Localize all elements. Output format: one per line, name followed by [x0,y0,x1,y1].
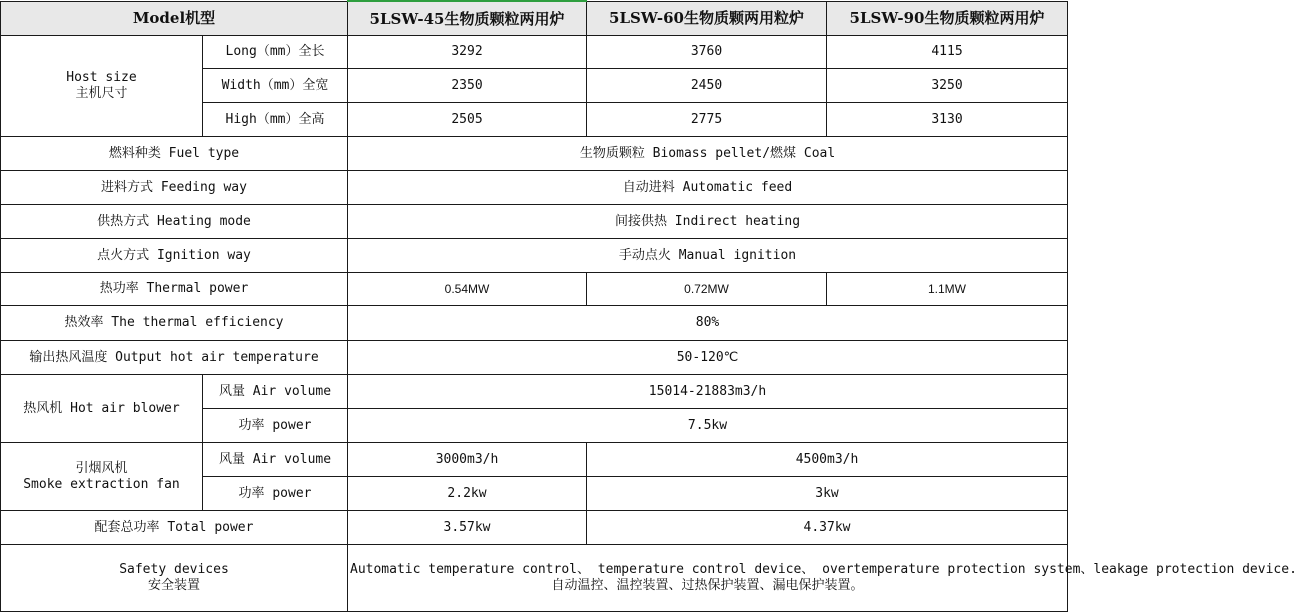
table-row [1,239,1068,273]
table-row [1,545,1068,612]
thermal-power-label: 热功率 Thermal power [1,273,348,306]
host-size-label-en: Host size [66,70,137,85]
thermal-power-45: 0.54MW [348,273,587,306]
row-label-long: Long（mm）全长 [203,36,348,69]
thermal-efficiency-label: 热效率 The thermal efficiency [1,306,348,341]
safety-devices-label-en: Safety devices [119,562,229,577]
smoke-fan-air-volume-label: 风量 Air volume [203,443,348,477]
header-5lsw-60: 5LSW-60生物质颗两用粒炉 [587,1,827,36]
fuel-type-label: 燃料种类 Fuel type [1,137,348,171]
thermal-power-90: 1.1MW [827,273,1068,306]
safety-devices-label [1,545,348,612]
blower-power-label: 功率 power [203,409,348,443]
heating-mode-label: 供热方式 Heating mode [1,205,348,239]
cell-high-90: 3130 [827,103,1068,137]
smoke-fan-label-cn: 引烟风机 [75,460,128,476]
safety-devices-label-cn: 安全装置 [147,578,200,593]
smoke-fan-air-volume-45: 3000m3/h [348,443,587,477]
cell-high-60: 2775 [587,103,827,137]
feeding-way-label: 进料方式 Feeding way [1,171,348,205]
header-5lsw-90: 5LSW-90生物质颗粒两用炉 [827,1,1068,36]
smoke-fan-power-60-90: 3kw [587,477,1068,511]
table-row [1,273,1068,306]
safety-devices-value [348,545,1297,612]
smoke-fan-air-volume-60-90: 4500m3/h [587,443,1068,477]
smoke-fan-label-en: Smoke extraction fan [23,476,180,492]
table-row [1,205,1068,239]
table-row [1,171,1068,205]
hot-air-blower-label: 热风机 Hot air blower [1,375,203,443]
row-label-high: High（mm）全高 [203,103,348,137]
output-temp-label: 输出热风温度 Output hot air temperature [1,341,348,375]
total-power-label: 配套总功率 Total power [1,511,348,545]
blower-power-value: 7.5kw [348,409,1068,443]
table-row [1,341,1068,375]
output-temp-value: 50-120℃ [348,341,1068,375]
table-row [1,443,1068,477]
total-power-45: 3.57kw [348,511,587,545]
table-row [1,36,1068,69]
table-row [1,375,1068,409]
header-row [1,1,1068,36]
feeding-way-value: 自动进料 Automatic feed [348,171,1068,205]
table-row [1,137,1068,171]
blower-air-volume-label: 风量 Air volume [203,375,348,409]
table-row [1,511,1068,545]
total-power-60-90: 4.37kw [587,511,1068,545]
smoke-fan-power-label: 功率 power [203,477,348,511]
header-5lsw-45: 5LSW-45生物质颗粒两用炉 [348,1,587,36]
cell-high-45: 2505 [348,103,587,137]
safety-devices-text-cn: 自动温控、温控装置、过热保护装置、漏电保护装置。 [551,578,864,593]
smoke-fan-label [1,443,203,511]
cell-width-60: 2450 [587,69,827,103]
cell-width-90: 3250 [827,69,1068,103]
host-size-label-cn: 主机尺寸 [75,86,128,101]
header-model: Model机型 [1,1,348,36]
thermal-power-60: 0.72MW [587,273,827,306]
cell-long-45: 3292 [348,36,587,69]
cell-long-60: 3760 [587,36,827,69]
safety-devices-text-en: Automatic temperature control、 temperature control device、 overtemperature protection system、leakage protection device. [350,562,1297,577]
fuel-type-value: 生物质颗粒 Biomass pellet/燃煤 Coal [348,137,1068,171]
smoke-fan-power-45: 2.2kw [348,477,587,511]
ignition-way-value: 手动点火 Manual ignition [348,239,1068,273]
table-row [1,306,1068,341]
heating-mode-value: 间接供热 Indirect heating [348,205,1068,239]
row-label-width: Width（mm）全宽 [203,69,348,103]
thermal-efficiency-value: 80% [348,306,1068,341]
cell-long-90: 4115 [827,36,1068,69]
cell-width-45: 2350 [348,69,587,103]
blower-air-volume-value: 15014-21883m3/h [348,375,1068,409]
ignition-way-label: 点火方式 Ignition way [1,239,348,273]
host-size-label [1,36,203,137]
